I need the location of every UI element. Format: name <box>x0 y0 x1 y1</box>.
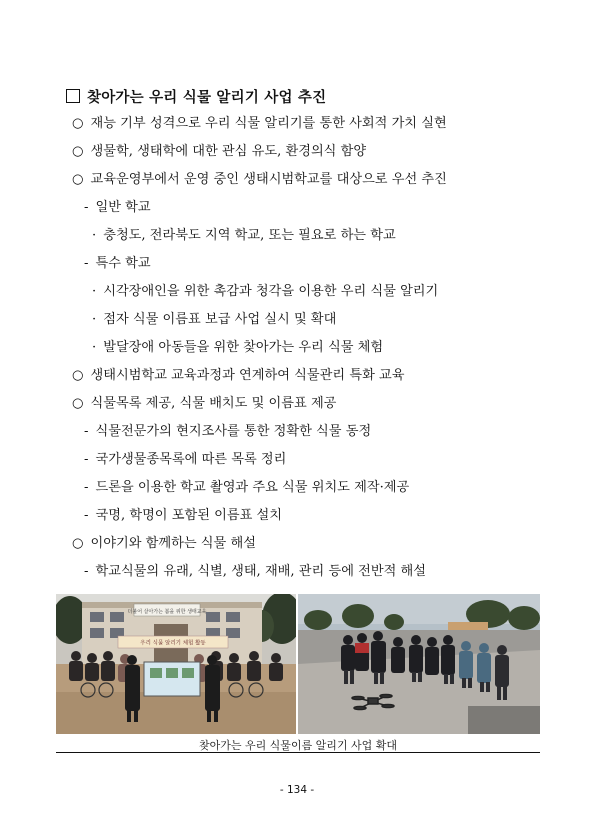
list-item-text: 특수 학교 <box>95 256 151 271</box>
list-item-text: 점자 식물 이름표 보급 사업 실시 및 확대 <box>103 312 337 327</box>
list-item <box>72 116 447 132</box>
circle-bullet-icon: ○ <box>72 116 84 131</box>
list-item-text: 이야기와 함께하는 식물 해설 <box>90 536 256 551</box>
list-item <box>72 536 256 552</box>
list-item <box>92 340 383 356</box>
list-item-text: 국명, 학명이 포함된 이름표 설치 <box>95 508 283 523</box>
list-item <box>84 200 151 216</box>
circle-bullet-icon: ○ <box>72 368 84 383</box>
school-group-photo-svg <box>56 594 296 734</box>
list-item-text: 드론을 이용한 학교 촬영과 주요 식물 위치도 제작·제공 <box>95 480 410 495</box>
list-item-text: 시각장애인을 위한 촉감과 청각을 이용한 우리 식물 알리기 <box>103 284 439 299</box>
list-item <box>84 452 286 468</box>
list-item-text: 국가생물종목록에 따른 목록 정리 <box>95 452 287 467</box>
photo-area <box>56 594 540 734</box>
photo-caption <box>56 734 540 753</box>
school-group-photo <box>56 594 296 734</box>
circle-bullet-icon: ○ <box>72 144 84 159</box>
list-item-text: 재능 기부 성격으로 우리 식물 알리기를 통한 사회적 가치 실현 <box>90 116 447 131</box>
drone-photo-svg <box>298 594 540 734</box>
section-title <box>66 86 326 107</box>
dot-bullet-icon: · <box>92 312 97 327</box>
list-item-text: 일반 학교 <box>95 200 151 215</box>
sign-text: 우리 식물 알리기 체험 활동 <box>140 640 206 647</box>
list-item-text: 생태시범학교 교육과정과 연계하여 식물관리 특화 교육 <box>90 368 405 383</box>
list-item-text: 식물전문가의 현지조사를 통한 정확한 식물 동정 <box>95 424 372 439</box>
dot-bullet-icon: · <box>92 284 97 299</box>
list-item <box>72 144 366 160</box>
list-item <box>92 284 438 300</box>
list-item <box>84 424 371 440</box>
dash-bullet-icon: - <box>84 256 89 271</box>
checkbox-square-icon <box>66 89 80 103</box>
dash-bullet-icon: - <box>84 452 89 467</box>
drone-photo <box>298 594 540 734</box>
list-item-text: 학교식물의 유래, 식별, 생태, 재배, 관리 등에 전반적 해설 <box>95 564 427 579</box>
dash-bullet-icon: - <box>84 508 89 523</box>
dash-bullet-icon: - <box>84 480 89 495</box>
circle-bullet-icon: ○ <box>72 172 84 187</box>
dot-bullet-icon: · <box>92 228 97 243</box>
list-item <box>72 172 447 188</box>
list-item-text: 식물목록 제공, 식물 배치도 및 이름표 제공 <box>90 396 337 411</box>
list-item <box>84 480 409 496</box>
list-item <box>84 564 426 580</box>
section-title-text: 찾아가는 우리 식물 알리기 사업 추진 <box>87 90 327 106</box>
caption-text: 찾아가는 우리 식물이름 알리기 사업 확대 <box>198 739 398 752</box>
page-number: - 134 - <box>279 784 315 796</box>
list-item <box>92 228 396 244</box>
list-item <box>84 508 282 524</box>
dash-bullet-icon: - <box>84 200 89 215</box>
list-item <box>92 312 336 328</box>
list-item-text: 교육운영부에서 운영 중인 생태시범학교를 대상으로 우선 추진 <box>90 172 447 187</box>
list-item <box>84 256 151 272</box>
dash-bullet-icon: - <box>84 564 89 579</box>
circle-bullet-icon: ○ <box>72 536 84 551</box>
list-item-text: 충청도, 전라북도 지역 학교, 또는 필요로 하는 학교 <box>103 228 396 243</box>
list-item <box>72 368 404 384</box>
list-item <box>72 396 336 412</box>
dot-bullet-icon: · <box>92 340 97 355</box>
list-item-text: 발달장애 아동들을 위한 찾아가는 우리 식물 체험 <box>103 340 384 355</box>
dash-bullet-icon: - <box>84 424 89 439</box>
list-item-text: 생물학, 생태학에 대한 관심 유도, 환경의식 함양 <box>90 144 367 159</box>
circle-bullet-icon: ○ <box>72 396 84 411</box>
banner-text: 더불어 살아가는 봄을 위한 생태교육 <box>127 609 207 615</box>
